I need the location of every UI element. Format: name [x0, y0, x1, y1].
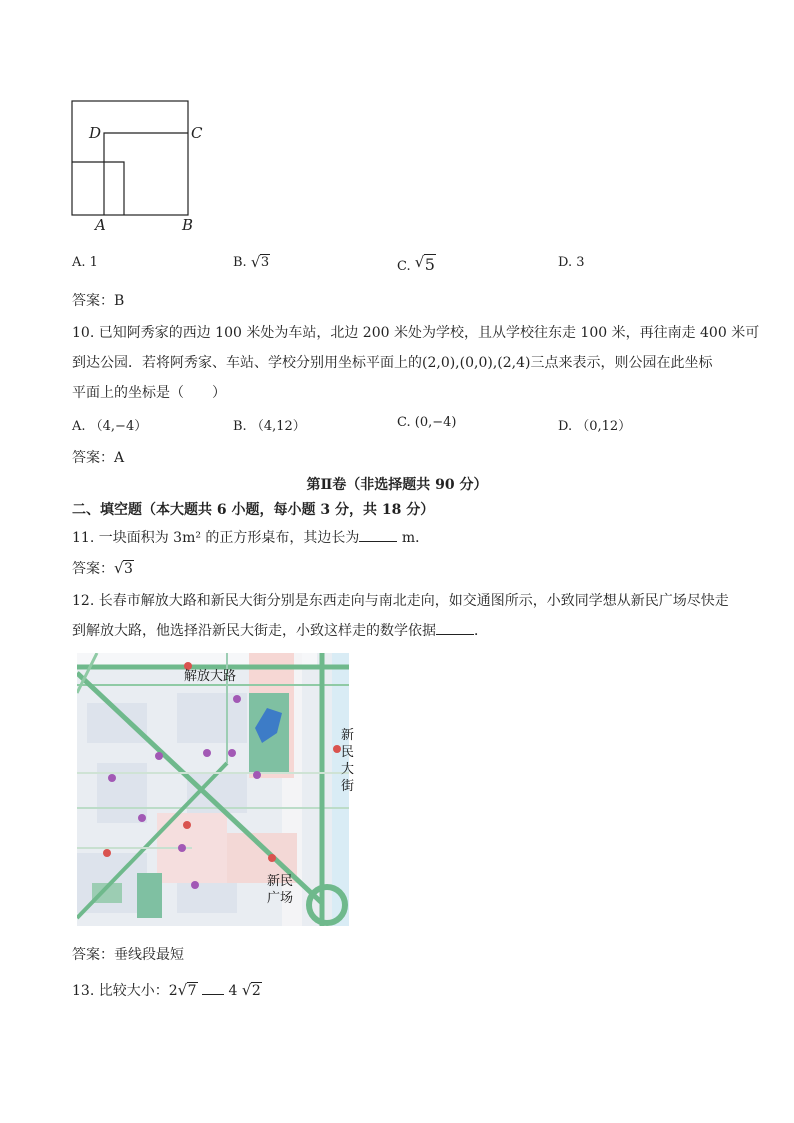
- q9-option-b: [233, 255, 270, 270]
- label-d: D: [89, 124, 102, 142]
- answer-blank: [436, 622, 474, 635]
- q12-line1: 12. 长春市解放大路和新民大街分别是东西走向与南北走向，如交通图所示，小致同学想从新民广场尽快走: [72, 593, 729, 609]
- q10-option-d: D. （0,12）: [558, 419, 632, 434]
- q9-option-c-radicand: 5: [424, 255, 435, 274]
- map-label-xinmin-street-4: 街: [341, 779, 355, 794]
- map-label-jiefang-road: 解放大路: [184, 669, 237, 684]
- q9-option-a: A. 1: [72, 255, 98, 270]
- map-label-xinmin-street-2: 民: [341, 745, 355, 760]
- q10-option-b: B. （4,12）: [233, 419, 306, 434]
- q10-line1: 10. 已知阿秀家的西边 100 米处为车站，北边 200 米处为学校，且从学校往东走 100 米，再往南走 400 米可: [72, 325, 760, 341]
- label-a: A: [95, 216, 106, 234]
- sqrt-symbol: [114, 561, 134, 577]
- map-label-xinmin-street-1: 新: [341, 728, 355, 743]
- q13-coefficient-2: 4: [228, 983, 238, 999]
- q9-option-c: [397, 255, 436, 274]
- label-c: C: [191, 124, 203, 142]
- q10-line2: 到达公园．若将阿秀家、车站、学校分别用坐标平面上的(2,0),(0,0),(2,4)三点来表示，则公园在此坐标: [72, 355, 713, 371]
- q12-line2-before: 到解放大路，他选择沿新民大街走，小致这样走的数学依据: [72, 623, 436, 639]
- q12-line2-after: ．: [474, 623, 488, 639]
- q11-answer-radicand: 3: [124, 561, 133, 577]
- q9-option-b-prefix: B.: [233, 255, 247, 270]
- q10-answer: 答案：A: [72, 450, 125, 466]
- q10-line3: 平面上的坐标是（ ）: [72, 385, 226, 401]
- q13-prefix: 13. 比较大小：2: [72, 983, 178, 999]
- sqrt-symbol: [415, 255, 436, 274]
- answer-blank: [359, 529, 397, 542]
- sqrt-symbol: [251, 255, 270, 270]
- answer-blank: [202, 982, 224, 995]
- q9-option-c-prefix: C.: [397, 259, 411, 274]
- map-label-xinmin-square-1: 新民: [267, 874, 294, 889]
- q11-question: [72, 527, 429, 547]
- square-figure: [60, 92, 220, 237]
- sqrt-symbol: [178, 983, 198, 999]
- label-b: B: [182, 216, 194, 234]
- q11-answer-prefix: 答案：: [72, 561, 114, 577]
- q13-radicand-2: 2: [251, 983, 261, 999]
- map-label-xinmin-street-3: 大: [341, 762, 355, 777]
- q13-question: [72, 980, 262, 1000]
- q10-option-a: A. （4,−4）: [72, 419, 148, 434]
- q10-option-c: C. (0,−4): [397, 415, 457, 430]
- q9-option-d: D. 3: [558, 255, 585, 270]
- map-label-xinmin-square-2: 广场: [267, 891, 294, 906]
- q11-text-before: 11. 一块面积为 3m² 的正方形桌布，其边长为: [72, 530, 360, 546]
- section-subtitle: 二、填空题（本大题共 6 小题，每小题 3 分，共 18 分）: [72, 502, 435, 518]
- q11-answer: [72, 558, 134, 578]
- q9-option-b-radicand: 3: [260, 255, 270, 270]
- q12-line2: [72, 620, 488, 640]
- q12-answer: 答案：垂线段最短: [72, 947, 184, 963]
- q11-text-after: m．: [397, 530, 430, 546]
- q13-radicand-1: 7: [187, 983, 197, 999]
- q9-answer: 答案：B: [72, 293, 125, 309]
- sqrt-symbol: [242, 983, 262, 999]
- traffic-map: [77, 653, 349, 926]
- section-title: 第Ⅱ卷（非选择题共 90 分）: [306, 477, 488, 493]
